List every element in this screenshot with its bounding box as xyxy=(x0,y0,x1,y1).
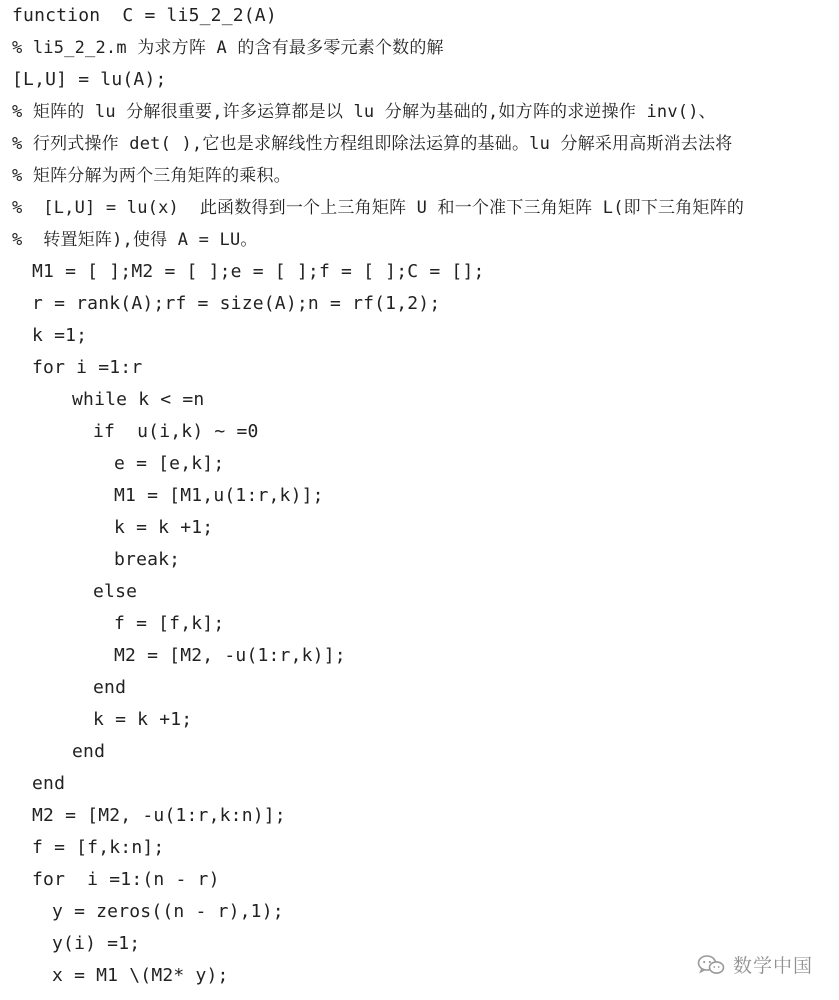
comment-line: % li5_2_2.m 为求方阵 A 的含有最多零元素个数的解 xyxy=(12,38,444,58)
code-line: M2 = [M2, -u(1:r,k)]; xyxy=(114,645,346,666)
code-line: for i =1:(n - r) xyxy=(32,869,220,890)
comment-line: % [L,U] = lu(x) 此函数得到一个上三角矩阵 U 和一个准下三角矩阵 L(即下三角矩阵的 xyxy=(12,198,745,218)
comment-line: % 转置矩阵),使得 A = LU。 xyxy=(12,230,258,250)
wechat-icon xyxy=(697,954,725,976)
code-line: e = [e,k]; xyxy=(114,453,225,474)
comment-line: % 行列式操作 det( ),它也是求解线性方程组即除法运算的基础。lu 分解采用高斯消去法将 xyxy=(12,134,733,154)
code-line: M1 = [M1,u(1:r,k)]; xyxy=(114,485,324,506)
code-line: else xyxy=(93,581,138,602)
code-line: f = [f,k]; xyxy=(114,613,225,634)
code-line: f = [f,k:n]; xyxy=(32,837,165,858)
code-line: M1 = [ ];M2 = [ ];e = [ ];f = [ ];C = []; xyxy=(32,261,485,282)
code-line: M2 = [M2, -u(1:r,k:n)]; xyxy=(32,805,286,826)
code-line: end xyxy=(32,773,66,794)
watermark xyxy=(697,951,813,978)
code-line: y(i) =1; xyxy=(52,933,141,954)
watermark-text: 数学中国 xyxy=(732,955,813,977)
code-line: x = M1 \(M2* y); xyxy=(52,965,229,986)
code-line: k = k +1; xyxy=(114,517,214,538)
comment-line: % 矩阵的 lu 分解很重要,许多运算都是以 lu 分解为基础的,如方阵的求逆操作 inv()、 xyxy=(12,102,716,122)
code-line: k = k +1; xyxy=(93,709,193,730)
code-line: y = zeros((n - r),1); xyxy=(52,901,284,922)
code-line: k =1; xyxy=(32,325,88,346)
code-line: end xyxy=(93,677,127,698)
comment-line: % 矩阵分解为两个三角矩阵的乘积。 xyxy=(12,166,291,186)
code-line: end xyxy=(72,741,106,762)
code-line: [L,U] = lu(A); xyxy=(12,69,167,90)
code-line: break; xyxy=(114,549,181,570)
code-line: while k < =n xyxy=(72,389,205,410)
code-line: function C = li5_2_2(A) xyxy=(12,5,277,26)
code-line: if u(i,k) ~ =0 xyxy=(93,421,259,442)
code-line: r = rank(A);rf = size(A);n = rf(1,2); xyxy=(32,293,441,314)
code-line: for i =1:r xyxy=(32,357,143,378)
